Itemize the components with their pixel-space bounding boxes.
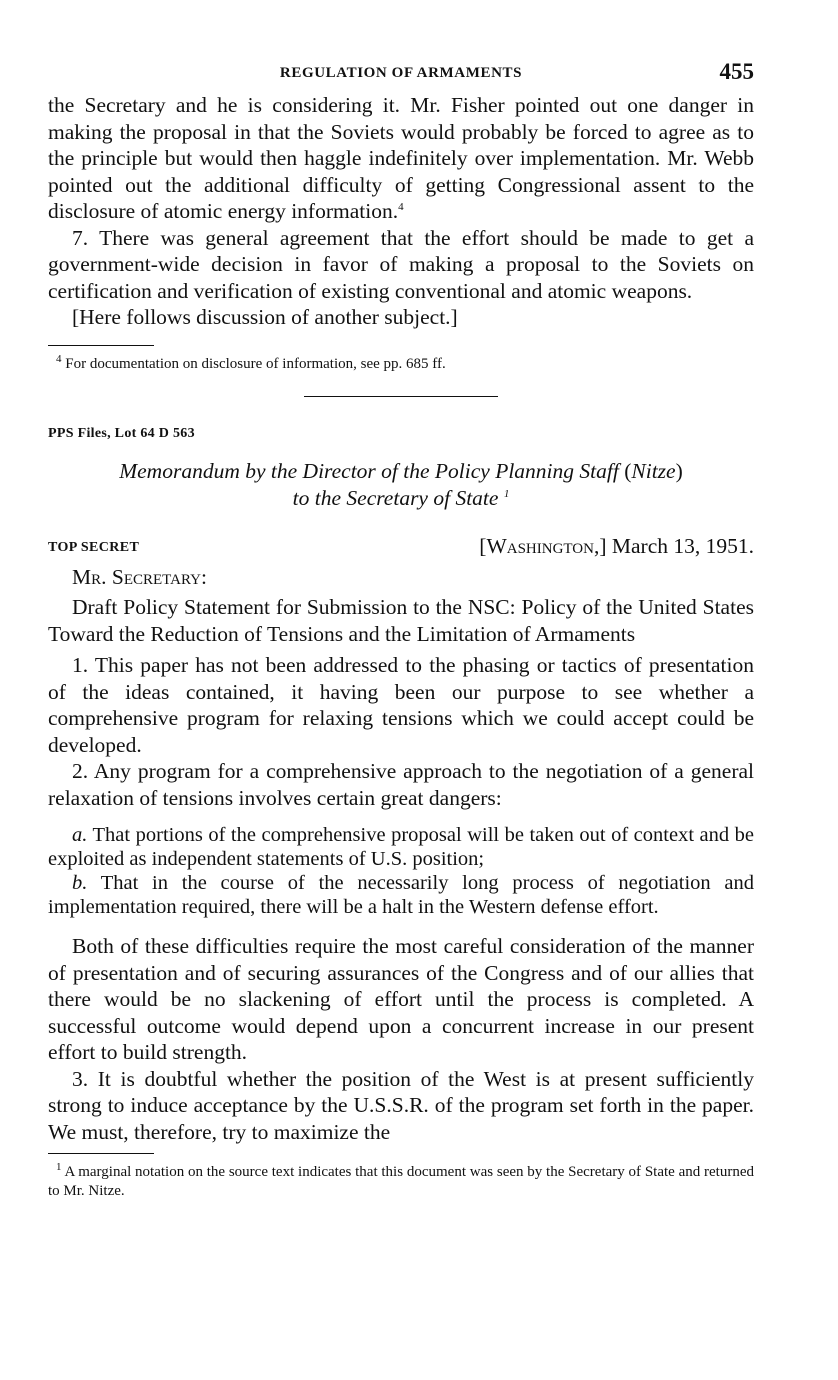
page-number: 455: [719, 59, 754, 84]
dangers-list: [48, 823, 754, 919]
list-item-b: [48, 871, 754, 919]
paragraph-continued-text: the Secretary and he is considering it. Mr. Fisher pointed out one danger in making the proposal in that the Soviets would probably be forced to agree as to the principle but would then haggle indefinitely over implementation. Mr. Webb pointed out the additional difficulty of getting Congressional assent to the disclosure of atomic energy information.: [48, 93, 754, 223]
editorial-note: [Here follows discussion of another subject.]: [72, 305, 458, 329]
dateline-place: [Washington,]: [479, 533, 607, 558]
title-line-1: [119, 459, 683, 483]
footnote-rule: [48, 345, 154, 346]
list-item-b-letter: b.: [72, 872, 88, 894]
footnote-rule-bottom: [48, 1153, 154, 1154]
list-item-a-text: That portions of the comprehensive proposal will be taken out of context and be exploited as independent statements of U.S. position;: [48, 824, 754, 870]
document-page: [48, 56, 754, 1201]
previous-document-tail: [48, 92, 754, 331]
subject-line: Draft Policy Statement for Submission to the NSC: Policy of the United States Toward the Reduction of Tensions and the Limitation of Armaments: [48, 595, 754, 646]
paragraph-3: 3. It is doubtful whether the position of the West is at present sufficiently strong to induce acceptance by the U.S.S.R. of the program set forth in the paper. We must, therefore, try to maximize the: [48, 1066, 754, 1144]
classification-marking: TOP SECRET: [48, 539, 140, 555]
list-item-a-letter: a.: [72, 824, 88, 846]
document-title: [48, 458, 754, 512]
title-paren-close: ): [675, 458, 683, 483]
footnote-1-mark: 1: [56, 1161, 62, 1173]
paragraph-both-difficulties: Both of these difficulties require the most careful consideration of the manner of presentation and of securing assurances of the Congress and of our allies that there would be no slackening of effort until the process is completed. A successful outcome would depend upon a concurrent increase in our present effort to build strength.: [48, 934, 754, 1064]
dateline-date: March 13, 1951.: [611, 533, 754, 558]
footnote-1-text: A marginal notation on the source text indicates that this document was seen by the Secretary of State and returned to Mr. Nitze.: [48, 1164, 754, 1199]
memorandum-body: [48, 594, 754, 811]
footnote-4-text: For documentation on disclosure of information, see pp. 685 ff.: [65, 355, 446, 372]
paragraph-7: 7. There was general agreement that the effort should be made to get a government-wide decision in favor of making a proposal to the Soviets on certification and verification of existing conventional and atomic weapons.: [48, 225, 754, 303]
footnote-reference-4: 4: [398, 200, 404, 213]
dateline: [479, 534, 754, 559]
title-part-b: Nitze: [631, 458, 676, 483]
footnote-4: [48, 352, 754, 374]
title-line-2: to the Secretary of State: [292, 485, 499, 510]
title-footnote-mark: 1: [503, 487, 510, 500]
footnote-1: [48, 1163, 754, 1201]
salutation: Mr. Secretary:: [72, 564, 207, 589]
footnote-4-mark: 4: [56, 352, 62, 365]
paragraph-continued: [48, 92, 754, 225]
list-item-b-text: That in the course of the necessarily long process of negotiation and implementation required, there will be a halt in the Western defense effort.: [48, 872, 754, 918]
title-paren-open: (: [624, 458, 632, 483]
memorandum-body-continued: [48, 933, 754, 1145]
paragraph-1: 1. This paper has not been addressed to the phasing or tactics of presentation of the ideas contained, it having been our purpose to see whether a comprehensive program for relaxing tensions which we could accept could be developed.: [48, 653, 754, 757]
section-divider: [304, 396, 498, 397]
page-header: [48, 56, 754, 92]
paragraph-2: 2. Any program for a comprehensive approach to the negotiation of a general relaxation of tensions involves certain great dangers:: [48, 759, 754, 810]
running-head: REGULATION OF ARMAMENTS: [279, 65, 523, 81]
title-part-a: Memorandum by the Director of the Policy Planning Staff: [119, 458, 619, 483]
file-reference: PPS Files, Lot 64 D 563: [48, 425, 195, 441]
list-item-a: [48, 823, 754, 871]
classification-dateline-row: [48, 534, 754, 564]
